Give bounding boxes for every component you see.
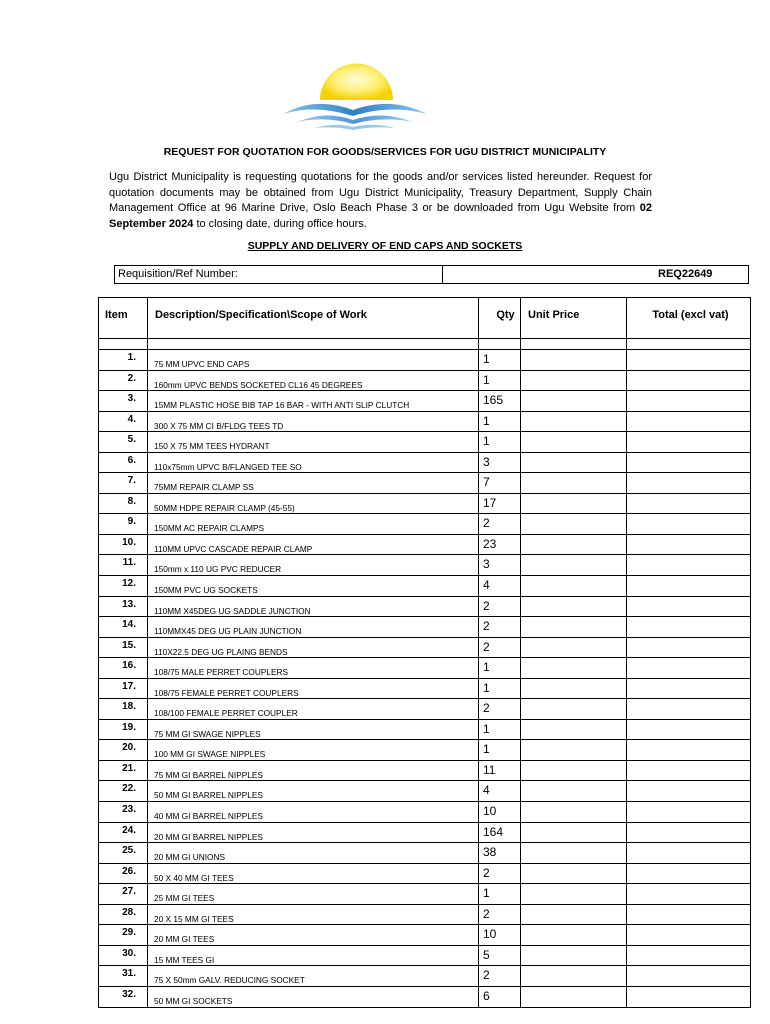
- item-number: 23.: [99, 802, 148, 823]
- table-row: [99, 637, 751, 658]
- item-description: 75MM REPAIR CLAMP SS: [148, 473, 479, 494]
- item-qty: 1: [479, 411, 521, 432]
- unit-price-cell[interactable]: [521, 432, 627, 453]
- total-cell[interactable]: [627, 452, 751, 473]
- spacer-cell: [521, 339, 627, 350]
- item-qty: 5: [479, 945, 521, 966]
- total-cell[interactable]: [627, 514, 751, 535]
- table-row: [99, 473, 751, 494]
- item-description: 75 MM GI SWAGE NIPPLES: [148, 719, 479, 740]
- unit-price-cell[interactable]: [521, 493, 627, 514]
- unit-price-cell[interactable]: [521, 740, 627, 761]
- total-cell[interactable]: [627, 802, 751, 823]
- table-row: [99, 350, 751, 371]
- item-qty: 3: [479, 555, 521, 576]
- item-qty: 1: [479, 432, 521, 453]
- intro-text: Ugu District Municipality is requesting quotations for the goods and/or services listed hereunder. Request for quotation documents may be obtained from Ugu District Municipality, Treasury Department, Supply Chain Management Office at 96 Marine Drive, Oslo Beach Phase 3 or be downloaded from Ugu Website from: [109, 171, 652, 214]
- item-qty: 4: [479, 781, 521, 802]
- item-number: 15.: [99, 637, 148, 658]
- table-row: [99, 904, 751, 925]
- header-total: Total (excl vat): [627, 298, 751, 339]
- total-cell[interactable]: [627, 493, 751, 514]
- table-row: [99, 822, 751, 843]
- table-row: [99, 925, 751, 946]
- item-description: 300 X 75 MM CI B/FLDG TEES TD: [148, 411, 479, 432]
- table-row: [99, 391, 751, 412]
- item-number: 10.: [99, 534, 148, 555]
- unit-price-cell[interactable]: [521, 452, 627, 473]
- item-qty: 164: [479, 822, 521, 843]
- unit-price-cell[interactable]: [521, 678, 627, 699]
- table-row: [99, 617, 751, 638]
- table-row: [99, 534, 751, 555]
- item-qty: 165: [479, 391, 521, 412]
- item-description: 108/75 MALE PERRET COUPLERS: [148, 658, 479, 679]
- unit-price-cell[interactable]: [521, 781, 627, 802]
- item-number: 17.: [99, 678, 148, 699]
- item-qty: 2: [479, 596, 521, 617]
- item-qty: 23: [479, 534, 521, 555]
- unit-price-cell[interactable]: [521, 658, 627, 679]
- item-number: 32.: [99, 986, 148, 1007]
- unit-price-cell[interactable]: [521, 637, 627, 658]
- spacer-cell: [99, 339, 148, 350]
- item-description: 150 X 75 MM TEES HYDRANT: [148, 432, 479, 453]
- total-cell[interactable]: [627, 781, 751, 802]
- item-qty: 7: [479, 473, 521, 494]
- total-cell[interactable]: [627, 534, 751, 555]
- unit-price-cell[interactable]: [521, 802, 627, 823]
- item-description: 20 MM GI BARREL NIPPLES: [148, 822, 479, 843]
- item-number: 11.: [99, 555, 148, 576]
- item-description: 25 MM GI TEES: [148, 884, 479, 905]
- item-description: 110MM X45DEG UG SADDLE JUNCTION: [148, 596, 479, 617]
- item-number: 29.: [99, 925, 148, 946]
- item-number: 3.: [99, 391, 148, 412]
- unit-price-cell[interactable]: [521, 576, 627, 597]
- item-number: 12.: [99, 576, 148, 597]
- unit-price-cell[interactable]: [521, 884, 627, 905]
- unit-price-cell[interactable]: [521, 945, 627, 966]
- total-cell[interactable]: [627, 678, 751, 699]
- item-qty: 1: [479, 658, 521, 679]
- item-description: 40 MM GI BARREL NIPPLES: [148, 802, 479, 823]
- table-row: [99, 884, 751, 905]
- item-qty: 1: [479, 678, 521, 699]
- total-cell[interactable]: [627, 473, 751, 494]
- item-qty: 2: [479, 966, 521, 987]
- table-row: [99, 432, 751, 453]
- item-number: 19.: [99, 719, 148, 740]
- item-qty: 38: [479, 843, 521, 864]
- unit-price-cell[interactable]: [521, 760, 627, 781]
- table-row: [99, 452, 751, 473]
- item-qty: 11: [479, 760, 521, 781]
- total-cell[interactable]: [627, 986, 751, 1007]
- unit-price-cell[interactable]: [521, 534, 627, 555]
- unit-price-cell[interactable]: [521, 966, 627, 987]
- total-cell[interactable]: [627, 617, 751, 638]
- table-row: [99, 699, 751, 720]
- unit-price-cell[interactable]: [521, 904, 627, 925]
- item-number: 25.: [99, 843, 148, 864]
- table-row: [99, 493, 751, 514]
- item-qty: 2: [479, 617, 521, 638]
- item-qty: 1: [479, 370, 521, 391]
- item-qty: 1: [479, 719, 521, 740]
- unit-price-cell[interactable]: [521, 925, 627, 946]
- total-cell[interactable]: [627, 884, 751, 905]
- total-cell[interactable]: [627, 719, 751, 740]
- table-row: [99, 945, 751, 966]
- item-number: 20.: [99, 740, 148, 761]
- item-description: 150mm x 110 UG PVC REDUCER: [148, 555, 479, 576]
- total-cell[interactable]: [627, 945, 751, 966]
- table-row: [99, 986, 751, 1007]
- item-description: 50 MM GI BARREL NIPPLES: [148, 781, 479, 802]
- unit-price-cell[interactable]: [521, 473, 627, 494]
- unit-price-cell[interactable]: [521, 411, 627, 432]
- header-description: Description/Specification\Scope of Work: [148, 298, 479, 339]
- item-description: 160mm UPVC BENDS SOCKETED CL16 45 DEGREES: [148, 370, 479, 391]
- unit-price-cell[interactable]: [521, 391, 627, 412]
- item-qty: 2: [479, 514, 521, 535]
- header-item: Item: [99, 298, 148, 339]
- item-number: 5.: [99, 432, 148, 453]
- item-qty: 6: [479, 986, 521, 1007]
- requisition-number: REQ22649: [658, 268, 713, 280]
- item-number: 28.: [99, 904, 148, 925]
- item-number: 18.: [99, 699, 148, 720]
- table-row: [99, 740, 751, 761]
- item-description: 110MM UPVC CASCADE REPAIR CLAMP: [148, 534, 479, 555]
- intro-date: 02 September 2024: [109, 202, 652, 230]
- spacer-cell: [627, 339, 751, 350]
- unit-price-cell[interactable]: [521, 596, 627, 617]
- table-row: [99, 719, 751, 740]
- table-row: [99, 760, 751, 781]
- unit-price-cell[interactable]: [521, 986, 627, 1007]
- unit-price-cell[interactable]: [521, 350, 627, 371]
- total-cell[interactable]: [627, 391, 751, 412]
- item-description: 100 MM GI SWAGE NIPPLES: [148, 740, 479, 761]
- requisition-label: Requisition/Ref Number:: [118, 268, 238, 280]
- item-number: 27.: [99, 884, 148, 905]
- total-cell[interactable]: [627, 658, 751, 679]
- item-description: 20 X 15 MM GI TEES: [148, 904, 479, 925]
- table-row: [99, 863, 751, 884]
- requisition-divider: [442, 266, 443, 283]
- item-number: 30.: [99, 945, 148, 966]
- total-cell[interactable]: [627, 596, 751, 617]
- item-description: 75 MM GI BARREL NIPPLES: [148, 760, 479, 781]
- item-qty: 3: [479, 452, 521, 473]
- total-cell[interactable]: [627, 863, 751, 884]
- item-number: 21.: [99, 760, 148, 781]
- total-cell[interactable]: [627, 966, 751, 987]
- total-cell[interactable]: [627, 904, 751, 925]
- item-description: 50 MM GI SOCKETS: [148, 986, 479, 1007]
- unit-price-cell[interactable]: [521, 843, 627, 864]
- table-row: [99, 966, 751, 987]
- total-cell[interactable]: [627, 432, 751, 453]
- item-number: 8.: [99, 493, 148, 514]
- item-description: 150MM AC REPAIR CLAMPS: [148, 514, 479, 535]
- total-cell[interactable]: [627, 760, 751, 781]
- total-cell[interactable]: [627, 370, 751, 391]
- unit-price-cell[interactable]: [521, 555, 627, 576]
- item-qty: 17: [479, 493, 521, 514]
- table-row: [99, 596, 751, 617]
- item-number: 31.: [99, 966, 148, 987]
- item-description: 20 MM GI UNIONS: [148, 843, 479, 864]
- unit-price-cell[interactable]: [521, 370, 627, 391]
- item-description: 75 MM UPVC END CAPS: [148, 350, 479, 371]
- total-cell[interactable]: [627, 843, 751, 864]
- unit-price-cell[interactable]: [521, 514, 627, 535]
- section-subtitle: SUPPLY AND DELIVERY OF END CAPS AND SOCKETS: [247, 240, 523, 252]
- item-description: 108/100 FEMALE PERRET COUPLER: [148, 699, 479, 720]
- intro-tail: to closing date, during office hours.: [193, 217, 367, 230]
- table-row: [99, 411, 751, 432]
- item-number: 7.: [99, 473, 148, 494]
- item-description: 150MM PVC UG SOCKETS: [148, 576, 479, 597]
- item-description: 15 MM TEES GI: [148, 945, 479, 966]
- item-description: 20 MM GI TEES: [148, 925, 479, 946]
- ugu-logo-icon: [275, 52, 435, 132]
- item-number: 26.: [99, 863, 148, 884]
- item-number: 6.: [99, 452, 148, 473]
- items-table: [98, 297, 751, 1008]
- item-qty: 2: [479, 637, 521, 658]
- item-description: 15MM PLASTIC HOSE BIB TAP 16 BAR - WITH ANTI SLIP CLUTCH: [148, 391, 479, 412]
- total-cell[interactable]: [627, 350, 751, 371]
- item-qty: 1: [479, 884, 521, 905]
- intro-paragraph: [109, 170, 652, 232]
- unit-price-cell[interactable]: [521, 719, 627, 740]
- table-row: [99, 370, 751, 391]
- table-row: [99, 678, 751, 699]
- total-cell[interactable]: [627, 740, 751, 761]
- item-number: 4.: [99, 411, 148, 432]
- table-row: [99, 802, 751, 823]
- table-row: [99, 843, 751, 864]
- item-number: 16.: [99, 658, 148, 679]
- total-cell[interactable]: [627, 576, 751, 597]
- unit-price-cell[interactable]: [521, 617, 627, 638]
- table-row: [99, 514, 751, 535]
- total-cell[interactable]: [627, 411, 751, 432]
- total-cell[interactable]: [627, 699, 751, 720]
- item-qty: 10: [479, 802, 521, 823]
- requisition-box: [114, 265, 749, 284]
- table-row: [99, 576, 751, 597]
- item-qty: 2: [479, 863, 521, 884]
- header-qty: Qty: [479, 298, 521, 339]
- header-unit-price: Unit Price: [521, 298, 627, 339]
- item-qty: 4: [479, 576, 521, 597]
- page-title: REQUEST FOR QUOTATION FOR GOODS/SERVICES FOR UGU DISTRICT MUNICIPALITY: [163, 146, 607, 158]
- item-description: 50MM HDPE REPAIR CLAMP (45-55): [148, 493, 479, 514]
- unit-price-cell[interactable]: [521, 699, 627, 720]
- table-row: [99, 781, 751, 802]
- item-description: 50 X 40 MM GI TEES: [148, 863, 479, 884]
- item-qty: 2: [479, 904, 521, 925]
- spacer-cell: [148, 339, 479, 350]
- item-description: 110MMX45 DEG UG PLAIN JUNCTION: [148, 617, 479, 638]
- item-description: 75 X 50mm GALV. REDUCING SOCKET: [148, 966, 479, 987]
- table-row: [99, 658, 751, 679]
- total-cell[interactable]: [627, 555, 751, 576]
- item-number: 13.: [99, 596, 148, 617]
- unit-price-cell[interactable]: [521, 822, 627, 843]
- total-cell[interactable]: [627, 925, 751, 946]
- table-spacer-row: [99, 339, 751, 350]
- item-description: 110x75mm UPVC B/FLANGED TEE SO: [148, 452, 479, 473]
- item-number: 9.: [99, 514, 148, 535]
- item-description: 110X22.5 DEG UG PLAING BENDS: [148, 637, 479, 658]
- total-cell[interactable]: [627, 822, 751, 843]
- item-number: 2.: [99, 370, 148, 391]
- total-cell[interactable]: [627, 637, 751, 658]
- item-qty: 1: [479, 350, 521, 371]
- item-qty: 10: [479, 925, 521, 946]
- spacer-cell: [479, 339, 521, 350]
- item-description: 108/75 FEMALE PERRET COUPLERS: [148, 678, 479, 699]
- item-number: 14.: [99, 617, 148, 638]
- item-number: 24.: [99, 822, 148, 843]
- item-qty: 2: [479, 699, 521, 720]
- table-row: [99, 555, 751, 576]
- unit-price-cell[interactable]: [521, 863, 627, 884]
- table-header-row: [99, 298, 751, 339]
- item-number: 1.: [99, 350, 148, 371]
- item-number: 22.: [99, 781, 148, 802]
- item-qty: 1: [479, 740, 521, 761]
